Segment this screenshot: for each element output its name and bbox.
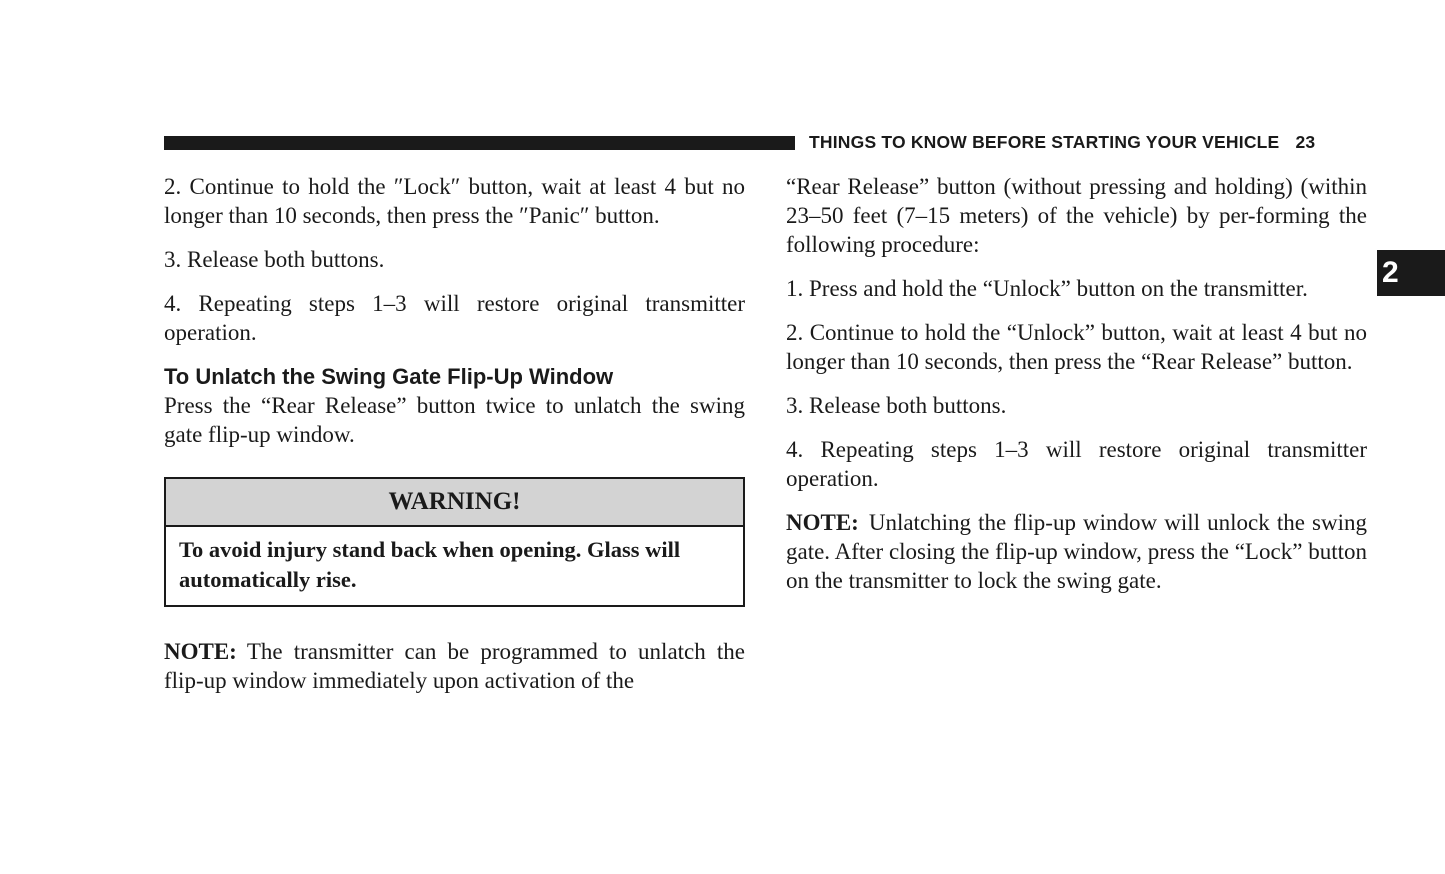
section-paragraph: Press the “Rear Release” button twice to unlatch the swing gate flip-up window. bbox=[164, 393, 745, 448]
step-4-paragraph: 4. Repeating steps 1–3 will restore original transmitter operation. bbox=[164, 290, 745, 345]
note-paragraph bbox=[786, 508, 1367, 596]
warning-text: To avoid injury stand back when opening. Glass will automatically rise. bbox=[179, 537, 681, 592]
step-3-paragraph: 3. Release both buttons. bbox=[786, 393, 1007, 418]
step-2-paragraph: 2. Continue to hold the ″Lock″ button, wait at least 4 but no longer than 10 seconds, then press the ″Panic″ button. bbox=[164, 174, 745, 229]
note-paragraph bbox=[164, 637, 745, 695]
note-text: Unlatching the flip-up window will unlock the swing gate. After closing the flip-up window, press the “Lock” button on the transmitter to lock the swing gate. bbox=[786, 509, 1367, 594]
note-text: The transmitter can be programmed to unlatch the flip-up window immediately upon activation of the bbox=[164, 638, 745, 694]
step-4-paragraph: 4. Repeating steps 1–3 will restore original transmitter operation. bbox=[786, 436, 1367, 491]
right-column bbox=[786, 172, 1367, 610]
step-1-paragraph: 1. Press and hold the “Unlock” button on the transmitter. bbox=[786, 276, 1308, 302]
step-2-paragraph: 2. Continue to hold the “Unlock” button, wait at least 4 but no longer than 10 seconds, then press the “Rear Release” button. bbox=[786, 320, 1367, 375]
continuation-paragraph: “Rear Release” button (without pressing and holding) (within 23–50 feet (7–15 meters) of the vehicle) by per-forming the following procedure: bbox=[786, 174, 1367, 258]
step-3-paragraph: 3. Release both buttons. bbox=[164, 247, 385, 272]
header-rule bbox=[164, 136, 795, 150]
header-title: THINGS TO KNOW BEFORE STARTING YOUR VEHICLE bbox=[809, 132, 1280, 152]
warning-title: WARNING! bbox=[166, 479, 743, 527]
note-label: NOTE: bbox=[786, 509, 859, 535]
note-label: NOTE: bbox=[164, 638, 237, 664]
warning-box bbox=[164, 477, 745, 606]
section-heading: To Unlatch the Swing Gate Flip-Up Window bbox=[164, 363, 614, 389]
running-header bbox=[809, 132, 1315, 153]
page-number: 23 bbox=[1295, 132, 1316, 152]
left-column bbox=[164, 172, 745, 710]
chapter-tab: 2 bbox=[1377, 250, 1445, 296]
